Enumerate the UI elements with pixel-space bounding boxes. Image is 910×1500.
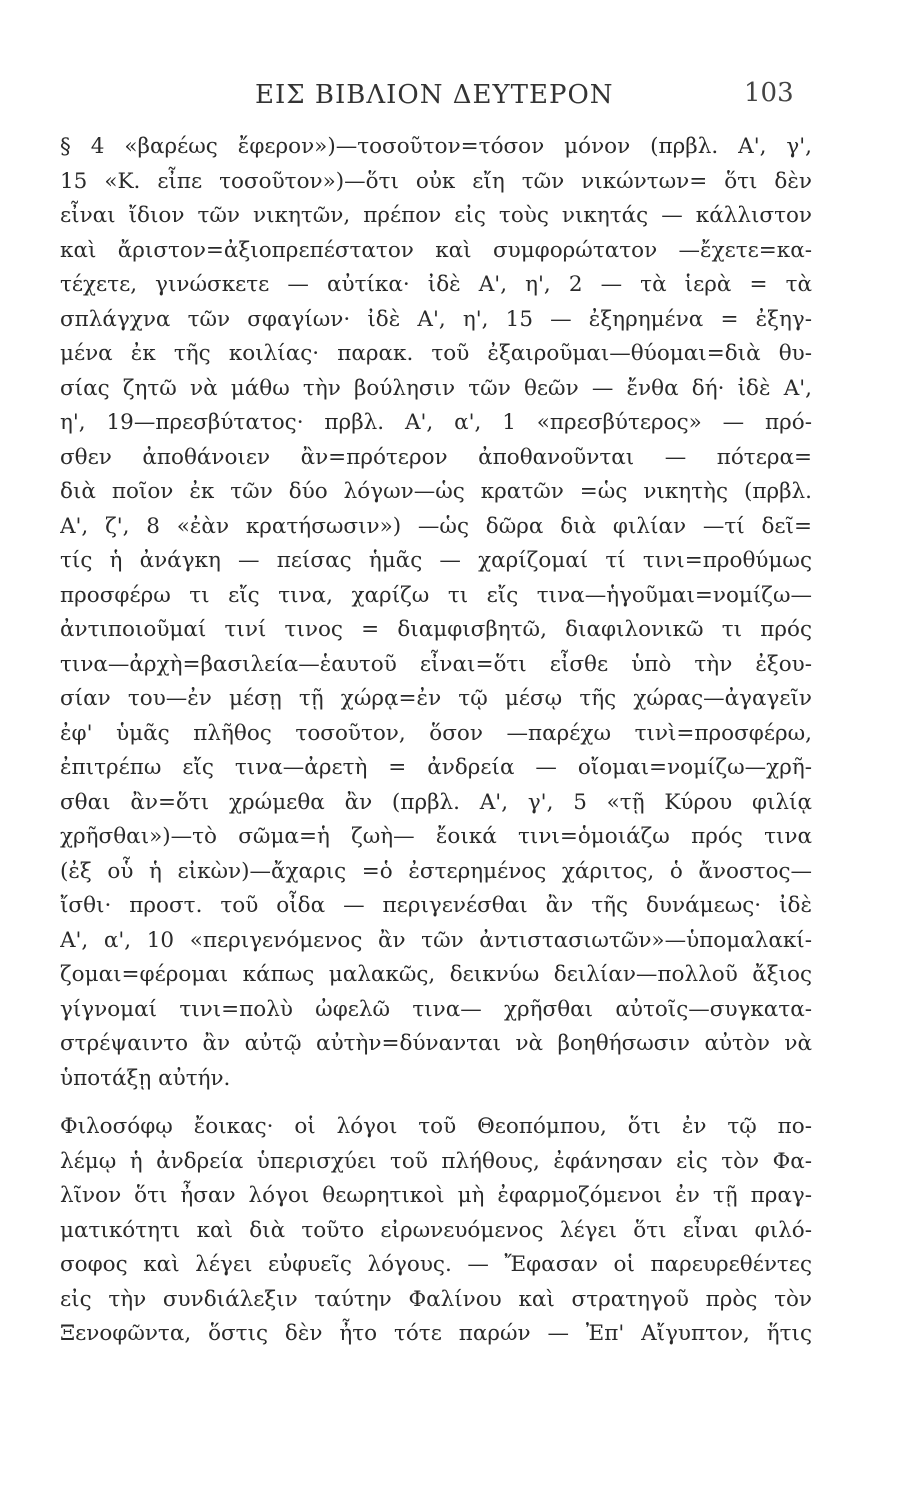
text-line: χρῆσθαι»)—τὸ σῶμα=ἡ ζωὴ— ἔοικά τινι=ὁμοιάζω πρός τινα [60, 824, 812, 849]
text-line: § 4 «βαρέως ἔφερον»)—τοσοῦτον=τόσον μόνον (πρβλ. Α', γ', [60, 134, 812, 159]
text-line: Ξενοφῶντα, ὅστις δὲν ἦτο τότε παρών — Ἐπ' Αἴγυπτον, ἥτις [60, 1321, 812, 1346]
text-line: λέμῳ ἡ ἀνδρεία ὑπερισχύει τοῦ πλήθους, ἐφάνησαν εἰς τὸν Φα- [60, 1148, 812, 1174]
text-line: ἀντιποιοῦμαί τινί τινος = διαμφισβητῶ, διαφιλονικῶ τι πρός [60, 617, 812, 642]
text-line: 15 «Κ. εἶπε τοσοῦτον»)—ὅτι οὐκ εἴη τῶν νικώντων= ὅτι δὲν [60, 168, 812, 194]
text-line: η', 19—πρεσβύτατος· πρβλ. Α', α', 1 «πρεσβύτερος» — πρό- [60, 410, 812, 435]
text-line: προσφέρω τι εἴς τινα, χαρίζω τι εἴς τινα—ἡγοῦμαι=νομίζω— [60, 582, 812, 608]
text-line: τέχετε, γινώσκετε — αὐτίκα· ἰδὲ Α', η', 2 — τὰ ἱερὰ = τὰ [60, 272, 812, 297]
text-line: καὶ ἄριστον=ἀξιοπρεπέστατον καὶ συμφορώτατον —ἔχετε=κα- [60, 237, 812, 263]
text-line: μένα ἐκ τῆς κοιλίας· παρακ. τοῦ ἐξαιροῦμαι—θύομαι=διὰ θυ- [60, 341, 812, 366]
text-line: σίαν του—ἐν μέσῃ τῇ χώρᾳ=ἐν τῷ μέσῳ τῆς χώρας—ἀγαγεῖν [60, 686, 812, 711]
text-line: ματικότητι καὶ διὰ τοῦτο εἰρωνευόμενος λέγει ὅτι εἶναι φιλό- [60, 1217, 812, 1243]
text-line: τίς ἡ ἀνάγκη — πείσας ἡμᾶς — χαρίζομαί τί τινι=προθύμως [60, 548, 812, 573]
text-line: ἐφ' ὑμᾶς πλῆθος τοσοῦτον, ὅσον —παρέχω τινὶ=προσφέρω, [60, 720, 812, 746]
text-line: σοφος καὶ λέγει εὐφυεῖς λόγους. — Ἔφασαν οἱ παρευρεθέντες [60, 1252, 812, 1277]
text-line: (ἐξ οὗ ἡ εἰκὼν)—ἄχαρις =ὁ ἐστερημένος χάριτος, ὁ ἄνοστος— [60, 858, 812, 884]
paragraph-1 [60, 130, 812, 1096]
text-line: σθεν ἀποθάνοιεν ἂν=πρότερον ἀποθανοῦνται — πότερα= [60, 444, 812, 470]
commentary-text [60, 130, 812, 1352]
text-line: Φιλοσόφῳ ἔοικας· οἱ λόγοι τοῦ Θεοπόμπου, ὅτι ἐν τῷ πο- [60, 1114, 812, 1139]
text-line: ὑποτάξῃ αὐτήν. [60, 1065, 231, 1091]
text-line: εἰς τὴν συνδιάλεξιν ταύτην Φαλίνου καὶ στρατηγοῦ πρὸς τὸν [60, 1286, 812, 1312]
paragraph-gap [60, 1096, 812, 1110]
text-line: Α', ζ', 8 «ἐὰν κρατήσωσιν») —ὡς δῶρα διὰ φιλίαν —τί δεῖ= [60, 513, 812, 539]
text-line: τινα—ἀρχὴ=βασιλεία—ἑαυτοῦ εἶναι=ὅτι εἶσθε ὑπὸ τὴν ἐξου- [60, 651, 812, 677]
text-line: στρέψαιντο ἂν αὐτῷ αὐτὴν=δύνανται νὰ βοηθήσωσιν αὐτὸν νὰ [60, 1031, 812, 1056]
text-line: εἶναι ἴδιον τῶν νικητῶν, πρέπον εἰς τοὺς νικητάς — κάλλιστον [60, 203, 812, 228]
text-line: γίγνομαί τινι=πολὺ ὠφελῶ τινα— χρῆσθαι αὐτοῖς—συγκατα- [60, 996, 812, 1022]
text-line: ζομαι=φέρομαι κάπως μαλακῶς, δεικνύω δειλίαν—πολλοῦ ἄξιος [60, 962, 812, 987]
running-head [0, 72, 910, 112]
text-line: Α', α', 10 «περιγενόμενος ἂν τῶν ἀντιστασιωτῶν»—ὑπομαλακί- [60, 927, 812, 953]
text-line: ἴσθι· προστ. τοῦ οἶδα — περιγενέσθαι ἂν τῆς δυνάμεως· ἰδὲ [60, 893, 812, 918]
text-line: ἐπιτρέπω εἴς τινα—ἀρετὴ = ἀνδρεία — οἴομαι=νομίζω—χρῆ- [60, 755, 812, 780]
running-title: ΕΙΣ ΒΙΒΛΙΟΝ ΔΕΥΤΕΡΟΝ [255, 80, 614, 110]
page-number: 103 [744, 78, 794, 108]
text-line: σπλάγχνα τῶν σφαγίων· ἰδὲ Α', η', 15 — ἐξηρημένα = ἐξηγ- [60, 306, 812, 332]
text-line: λῖνον ὅτι ἦσαν λόγοι θεωρητικοὶ μὴ ἐφαρμοζόμενοι ἐν τῇ πραγ- [60, 1183, 812, 1208]
paragraph-2 [60, 1110, 812, 1352]
text-line: σίας ζητῶ νὰ μάθω τὴν βούλησιν τῶν θεῶν — ἔνθα δή· ἰδὲ Α', [60, 375, 812, 401]
text-line: σθαι ἂν=ὅτι χρώμεθα ἂν (πρβλ. Α', γ', 5 «τῇ Κύρου φιλίᾳ [60, 789, 812, 815]
text-line: διὰ ποῖον ἐκ τῶν δύο λόγων—ὡς κρατῶν =ὡς νικητὴς (πρβλ. [60, 479, 812, 504]
